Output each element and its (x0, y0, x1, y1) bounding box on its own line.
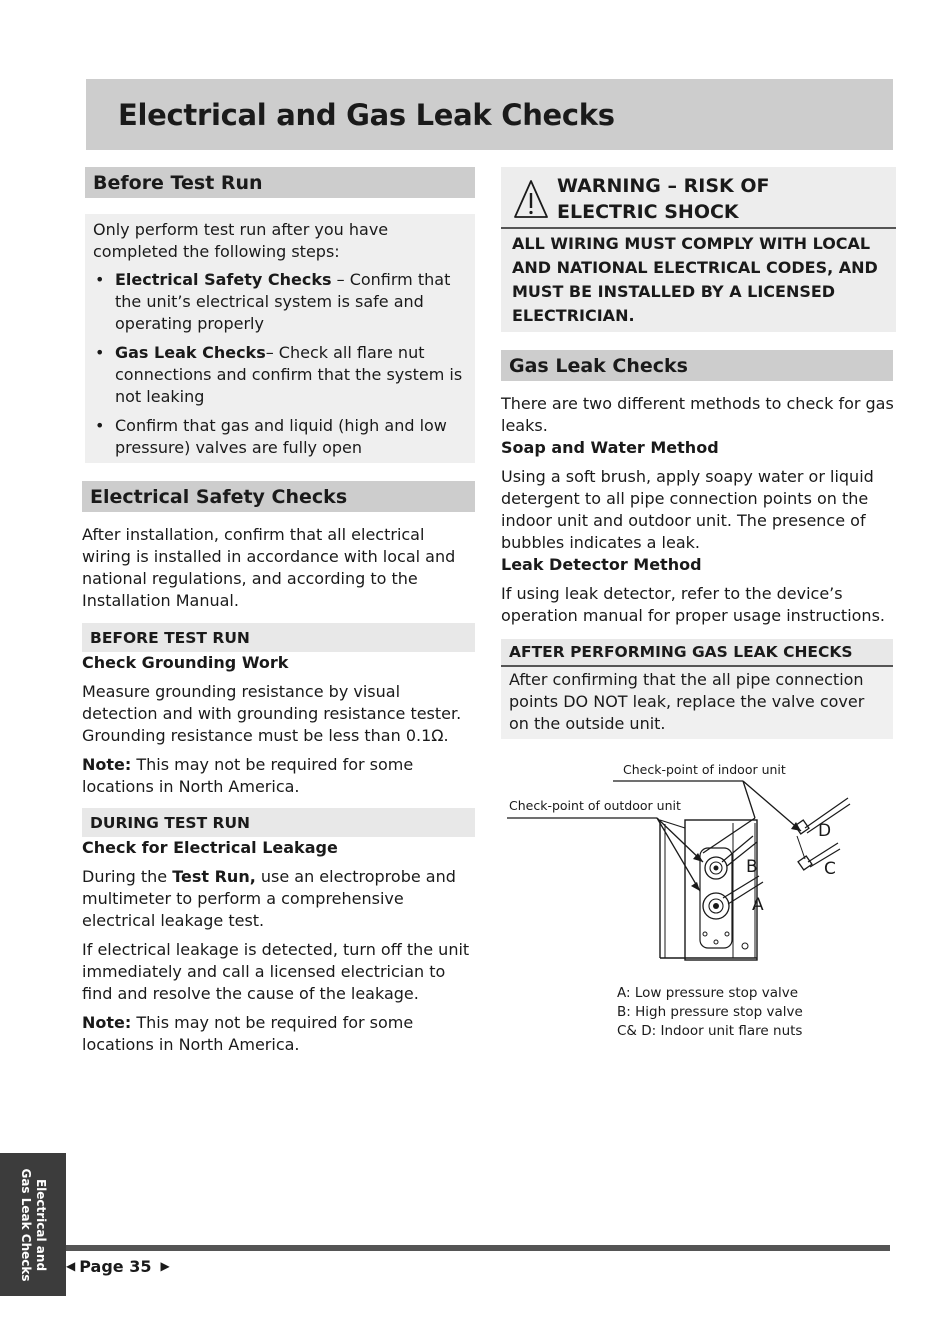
list-item-text: Confirm that gas and liquid (high and low pressure) valves are fully open (115, 416, 447, 457)
note-label: Note: (82, 755, 132, 774)
outdoor-checkpoint-label: Check-point of outdoor unit (509, 798, 681, 813)
gas-leak-heading: Gas Leak Checks (501, 350, 893, 381)
warning-title (557, 173, 770, 225)
letter-b: B (746, 857, 758, 877)
valve-diagram (505, 758, 890, 1063)
before-test-run-heading: Before Test Run (85, 167, 475, 198)
detector-method-text: If using leak detector, refer to the device’s operation manual for proper usage instructions. (501, 584, 885, 625)
warning-box (501, 167, 896, 332)
gas-leak-intro: There are two different methods to check for gas leaks. (501, 394, 894, 435)
list-item (93, 342, 467, 408)
warning-header (501, 167, 896, 229)
leakage-text-bold: Test Run, (172, 867, 256, 886)
letter-d: D (818, 821, 832, 841)
previous-page-arrow-icon[interactable]: ◀ (66, 1259, 76, 1273)
after-checks-body (501, 667, 893, 739)
note-1 (82, 754, 475, 798)
warning-title-line2: ELECTRIC SHOCK (557, 201, 739, 223)
electrical-safety-section (82, 481, 475, 1056)
indoor-checkpoint-label: Check-point of indoor unit (623, 762, 786, 777)
note-2 (82, 1012, 475, 1056)
gas-leak-section (501, 350, 896, 739)
right-column (501, 167, 896, 739)
list-item (93, 269, 467, 335)
leakage-text-post: use an electroprobe and multimeter to perform a comprehensive electrical leakage test. (82, 867, 456, 930)
legend-a: A: Low pressure stop valve (617, 985, 799, 1001)
letter-a: A (752, 895, 764, 915)
soap-method-heading: Soap and Water Method (501, 438, 719, 457)
side-tab-label (18, 1153, 48, 1296)
list-item-bold: Gas Leak Checks (115, 343, 266, 362)
note-text: This may not be required for some locations in North America. (82, 1013, 414, 1054)
before-test-run-intro: Only perform test run after you have completed the following steps: (93, 220, 389, 261)
leakage-text (82, 866, 475, 932)
list-item (93, 415, 467, 459)
detector-method-heading: Leak Detector Method (501, 555, 702, 574)
left-column (82, 167, 475, 1056)
grounding-heading: Check Grounding Work (82, 653, 289, 672)
leakage-heading: Check for Electrical Leakage (82, 838, 338, 857)
legend-cd: C& D: Indoor unit flare nuts (617, 1023, 803, 1039)
leakage-text-2: If electrical leakage is detected, turn off the unit immediately and call a licensed electrician to find and resolve the cause of the leakage. (82, 940, 470, 1003)
chapter-side-tab[interactable] (0, 1153, 66, 1296)
grounding-text: Measure grounding resistance by visual detection and with grounding resistance tester. Grounding resistance must be less than 0.1Ω. (82, 682, 462, 745)
electrical-safety-intro: After installation, confirm that all electrical wiring is installed in accordance with local and national regulations, and according to the Installation Manual. (82, 525, 456, 610)
page-navigation (66, 1254, 170, 1278)
list-item-bold: Electrical Safety Checks (115, 270, 332, 289)
side-tab-line1: Electrical and (34, 1178, 48, 1271)
footer-rule (66, 1245, 890, 1251)
warning-title-line1: WARNING – RISK OF (557, 175, 770, 197)
before-test-run-box (85, 214, 475, 463)
figure-legend (617, 984, 803, 1041)
title-bar (86, 79, 893, 150)
list-item-text: – Check all flare nut connections and confirm that the system is not leaking (115, 343, 463, 406)
before-test-run-section (85, 167, 475, 463)
side-tab-line2: Gas Leak Checks (19, 1167, 33, 1282)
soap-method-text: Using a soft brush, apply soapy water or liquid detergent to all pipe connection points on the indoor unit and outdoor unit. The presence of bubbles indicates a leak. (501, 467, 874, 552)
list-item-text: – Confirm that the unit’s electrical system is safe and operating properly (115, 270, 451, 333)
note-label: Note: (82, 1013, 132, 1032)
before-test-run-list (93, 269, 467, 459)
next-page-arrow-icon[interactable]: ▶ (160, 1259, 170, 1273)
page-title: Electrical and Gas Leak Checks (118, 97, 615, 132)
after-checks-text: After confirming that the all pipe connection points DO NOT leak, replace the valve cover on the outside unit. (509, 670, 865, 733)
warning-body: ALL WIRING MUST COMPLY WITH LOCAL AND NATIONAL ELECTRICAL CODES, AND MUST BE INSTALLED BY A LICENSED ELECTRICIAN. (512, 234, 878, 325)
letter-c: C (824, 859, 836, 879)
leakage-text-pre: During the (82, 867, 173, 886)
after-checks-box (501, 639, 893, 739)
before-test-run-subheading: BEFORE TEST RUN (82, 623, 475, 652)
after-checks-subheading: AFTER PERFORMING GAS LEAK CHECKS (501, 639, 893, 667)
during-test-run-subheading: DURING TEST RUN (82, 808, 475, 837)
legend-b: B: High pressure stop valve (617, 1004, 803, 1020)
note-text: This may not be required for some locations in North America. (82, 755, 414, 796)
warning-triangle-icon (513, 178, 549, 220)
electrical-safety-heading: Electrical Safety Checks (82, 481, 475, 512)
page-number: Page 35 (79, 1256, 152, 1276)
